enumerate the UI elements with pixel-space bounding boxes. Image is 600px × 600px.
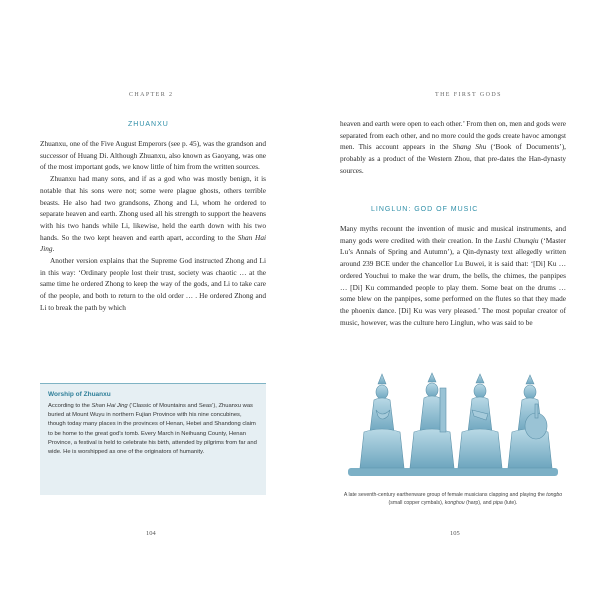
running-head-left: CHAPTER 2 xyxy=(129,92,174,98)
left-body xyxy=(40,138,266,314)
italic-title: Shang Shu xyxy=(452,142,487,152)
italic-title: Shan Hai Jing xyxy=(40,232,266,254)
sidebar-box-title: Worship of Zhuanxu xyxy=(48,391,111,398)
paragraph: Many myths recount the invention of music and musical instruments, and many gods were credited with their creation. In the Lushi Chunqiu (‘Master Lu’s Annals of Spring and Autumn’), a Qin-dynasty text allegedly written around 239 BCE under the chancellor Lu Buwei, it is said that: ‘[Di] Ku … ordered Youchui to make the war drum, the bells, the chimes, the panpipes … [Di] Ku commanded people to play them. Some beat on the drums … some blew on the panpipes, some performed on the flutes so that they made the phoenix dance. [Di] Ku was very pleased.’ The most popular creator of music, however, was the culture hero Linglun, who was said to be xyxy=(340,224,567,327)
italic-title: Shan Hai Jing xyxy=(91,403,128,409)
right-page xyxy=(300,0,600,600)
right-body xyxy=(340,223,566,328)
italic-title: konghou xyxy=(444,500,465,506)
paragraph: Zhuanxu, one of the Five August Emperors (see p. 45), was the grandson and successor of Huang Di. Although Zhuanxu, also known as Gaoyang, was one of the most important gods, we know little of him from the written sources. xyxy=(40,139,266,172)
section-heading-linglun: LINGLUN: GOD OF MUSIC xyxy=(371,206,479,213)
italic-title: tongbo xyxy=(546,492,563,498)
musician-figure xyxy=(508,375,552,468)
italic-title: Lushi Chunqiu xyxy=(494,235,539,245)
paragraph: heaven and earth were open to each other.’ From then on, men and gods were separated from each other, and no more could the gods create havoc amongst men. This account appears in the Shang Shu (‘Book of Documents’), probably as a product of the Western Zhou, that pre-dates the Han-dynasty sources. xyxy=(340,119,566,175)
section-heading-zhuanxu: ZHUANXU xyxy=(128,121,169,128)
musician-figure xyxy=(458,374,502,468)
musician-figure xyxy=(410,373,454,468)
sidebar-box-text: According to the Shan Hai Jing (‘Classic of Mountains and Seas’), Zhuanxu was buried at Mount Wuyu in northern Fujian Province with his nine concubines, though today many places in the provinces of Henan, Hebei and Shandong claim to be home to the great god’s tomb. Every March in Neihuang County, Henan Province, a festival is held to celebrate his birth, attended by pilgrims from far and wide. He is worshipped as one of the originators of humanity. xyxy=(48,403,257,456)
sidebar-box-worship xyxy=(40,383,266,495)
page-number-right: 105 xyxy=(450,530,460,537)
musician-figure xyxy=(360,374,404,468)
page-number-left: 104 xyxy=(146,530,156,537)
paragraph: Zhuanxu had many sons, and if as a god who was mostly benign, it is notable that his sons were not; some were plague ghosts, others terrible beasts. He also had two grandsons, Zhong and Li, whom he ordered to separate heaven and earth. Zhong used all his strength to support the heavens with his two hands while Li, likewise, held the earth down with his two hands. So the two kept heaven and earth apart, according to the Shan Hai Jing. xyxy=(40,174,266,254)
right-continuation xyxy=(340,118,566,177)
running-head-right: THE FIRST GODS xyxy=(435,92,502,98)
italic-title: pipa xyxy=(492,500,503,506)
figurine-photo xyxy=(340,370,566,488)
paragraph: Another version explains that the Supreme God instructed Zhong and Li in this way: ‘Ordinary people lost their trust, society was chaotic … at the same time he ordered Zhong to keep the way of the gods, and Li to take care of the people, and both to return to the old order … . He ordered Zhong and Li to break the path by which xyxy=(40,256,266,312)
figure-caption: A late seventh-century earthenware group of female musicians clapping and playing the tongbo (small copper cymbals), konghou (harp), and pipa (lute). xyxy=(343,492,563,506)
